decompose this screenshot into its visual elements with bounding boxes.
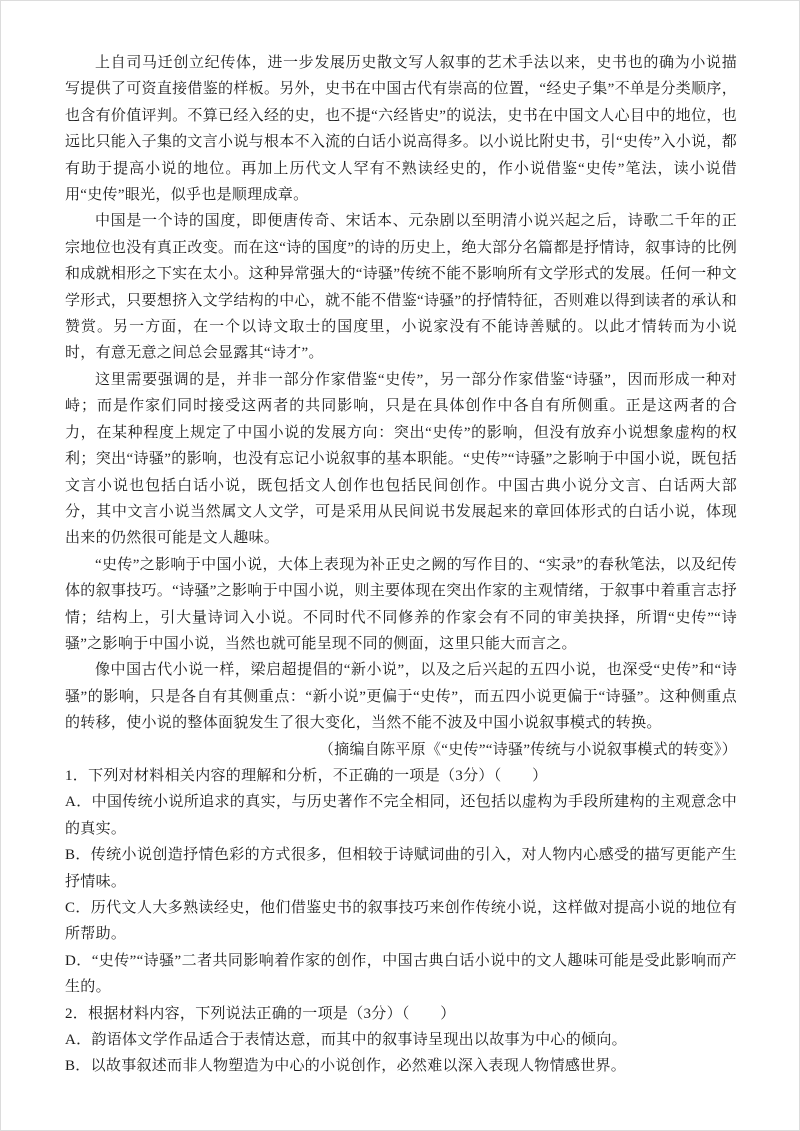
passage-attribution: （摘编自陈平原《“史传”“诗骚”传统与小说叙事模式的转变》） bbox=[318, 741, 737, 758]
question-2-option-b: B．以故事叙述而非人物塑造为中心的小说创作，必然难以深入表现人物情感世界。 bbox=[65, 1058, 627, 1075]
question-2-option-a: A．韵语体文学作品适合于表情达意，而其中的叙事诗呈现出以故事为中心的倾向。 bbox=[65, 1032, 627, 1049]
passage-paragraph: “史传”之影响于中国小说，大体上表现为补正史之阙的写作目的、“实录”的春秋笔法，以及纪传体的叙事技巧。“诗骚”之影响于中国小说，则主要体现在突出作家的主观情绪，于叙事中着重言志抒情；结构上，引大量诗词入小说。不同时代不同修养的作家会有不同的审美抉择，所谓“史传”“诗骚”之影响于中国小说，当然也就可能呈现不同的侧面，这里只能大而言之。 bbox=[65, 556, 737, 652]
question-1 bbox=[65, 763, 737, 1001]
question-1-option-d: D．“史传”“诗骚”二者共同影响着作家的创作，中国古典白话小说中的文人趣味可能是受此影响而产生的。 bbox=[65, 952, 737, 996]
question-1-option-c: C．历代文人大多熟读经史，他们借鉴史书的叙事技巧来创作传统小说，这样做对提高小说的地位有所帮助。 bbox=[65, 900, 737, 943]
passage-paragraph: 这里需要强调的是，并非一部分作家借鉴“史传”，另一部分作家借鉴“诗骚”，因而形成一种对峙；而是作家们同时接受这两者的共同影响，只是在具体创作中各自有所侧重。正是这两者的合力，在某种程度上规定了中国小说的发展方向：突出“史传”的影响，但没有放弃小说想象虚构的权利；突出“诗骚”的影响，也没有忘记小说叙事的基本职能。“史传”“诗骚”之影响于中国小说，既包括文言小说也包括白话小说，既包括文人创作也包括民间创作。中国古典小说分文言、白话两大部分，其中文言小说当然属文人文学，可是采用从民间说书发展起来的章回体形式的白话小说，体现出来的仍然很可能是文人趣味。 bbox=[65, 371, 737, 547]
question-1-stem: 1．下列对材料相关内容的理解和分析，不正确的一项是（3分）（ ） bbox=[65, 767, 548, 784]
passage-paragraph: 上自司马迁创立纪传体，进一步发展历史散文写人叙事的艺术手法以来，史书也的确为小说描写提供了可资直接借鉴的样板。另外，史书在中国古代有崇高的位置，“经史子集”不单是分类顺序，也含有价值评判。不算已经入经的史，也不提“六经皆史”的说法，史书在中国文人心目中的地位，也远比只能入子集的文言小说与根本不入流的白话小说高得多。以小说比附史书，引“史传”入小说，都有助于提高小说的地位。再加上历代文人罕有不熟读经史的，作小说借鉴“史传”笔法，读小说借用“史传”眼光，似乎也是顺理成章。 bbox=[65, 55, 737, 204]
passage-paragraph: 中国是一个诗的国度，即便唐传奇、宋话本、元杂剧以至明清小说兴起之后，诗歌二千年的正宗地位也没有真正改变。而在这“诗的国度”的诗的历史上，绝大部分名篇都是抒情诗，叙事诗的比例和成就相形之下实在太小。这种异常强大的“诗骚”传统不能不影响所有文学形式的发展。任何一种文学形式，只要想挤入文学结构的中心，就不能不借鉴“诗骚”的抒情特征，否则难以得到读者的承认和赞赏。另一方面，在一个以诗文取士的国度里，小说家没有不能诗善赋的。以此才情转而为小说时，有意无意之间总会显露其“诗才”。 bbox=[65, 213, 737, 362]
question-1-option-b: B．传统小说创造抒情色彩的方式很多，但相较于诗赋词曲的引入，对人物内心感受的描写更能产生抒情味。 bbox=[65, 847, 737, 890]
question-1-option-a: A．中国传统小说所追求的真实，与历史著作不完全相同，还包括以虚构为手段所建构的主观意念中的真实。 bbox=[65, 794, 737, 837]
question-2-stem: 2．根据材料内容，下列说法正确的一项是（3分）（ ） bbox=[65, 1005, 456, 1022]
question-2 bbox=[65, 1001, 737, 1080]
questions-section bbox=[65, 763, 737, 1080]
reading-passage bbox=[65, 50, 737, 763]
passage-paragraph: 像中国古代小说一样，梁启超提倡的“新小说”，以及之后兴起的五四小说，也深受“史传”和“诗骚”的影响，只是各自有其侧重点：“新小说”更偏于“史传”，而五四小说更偏于“诗骚”。这种侧重点的转移，使小说的整体面貌发生了很大变化，当然不能不波及中国小说叙事模式的转换。 bbox=[65, 662, 737, 732]
